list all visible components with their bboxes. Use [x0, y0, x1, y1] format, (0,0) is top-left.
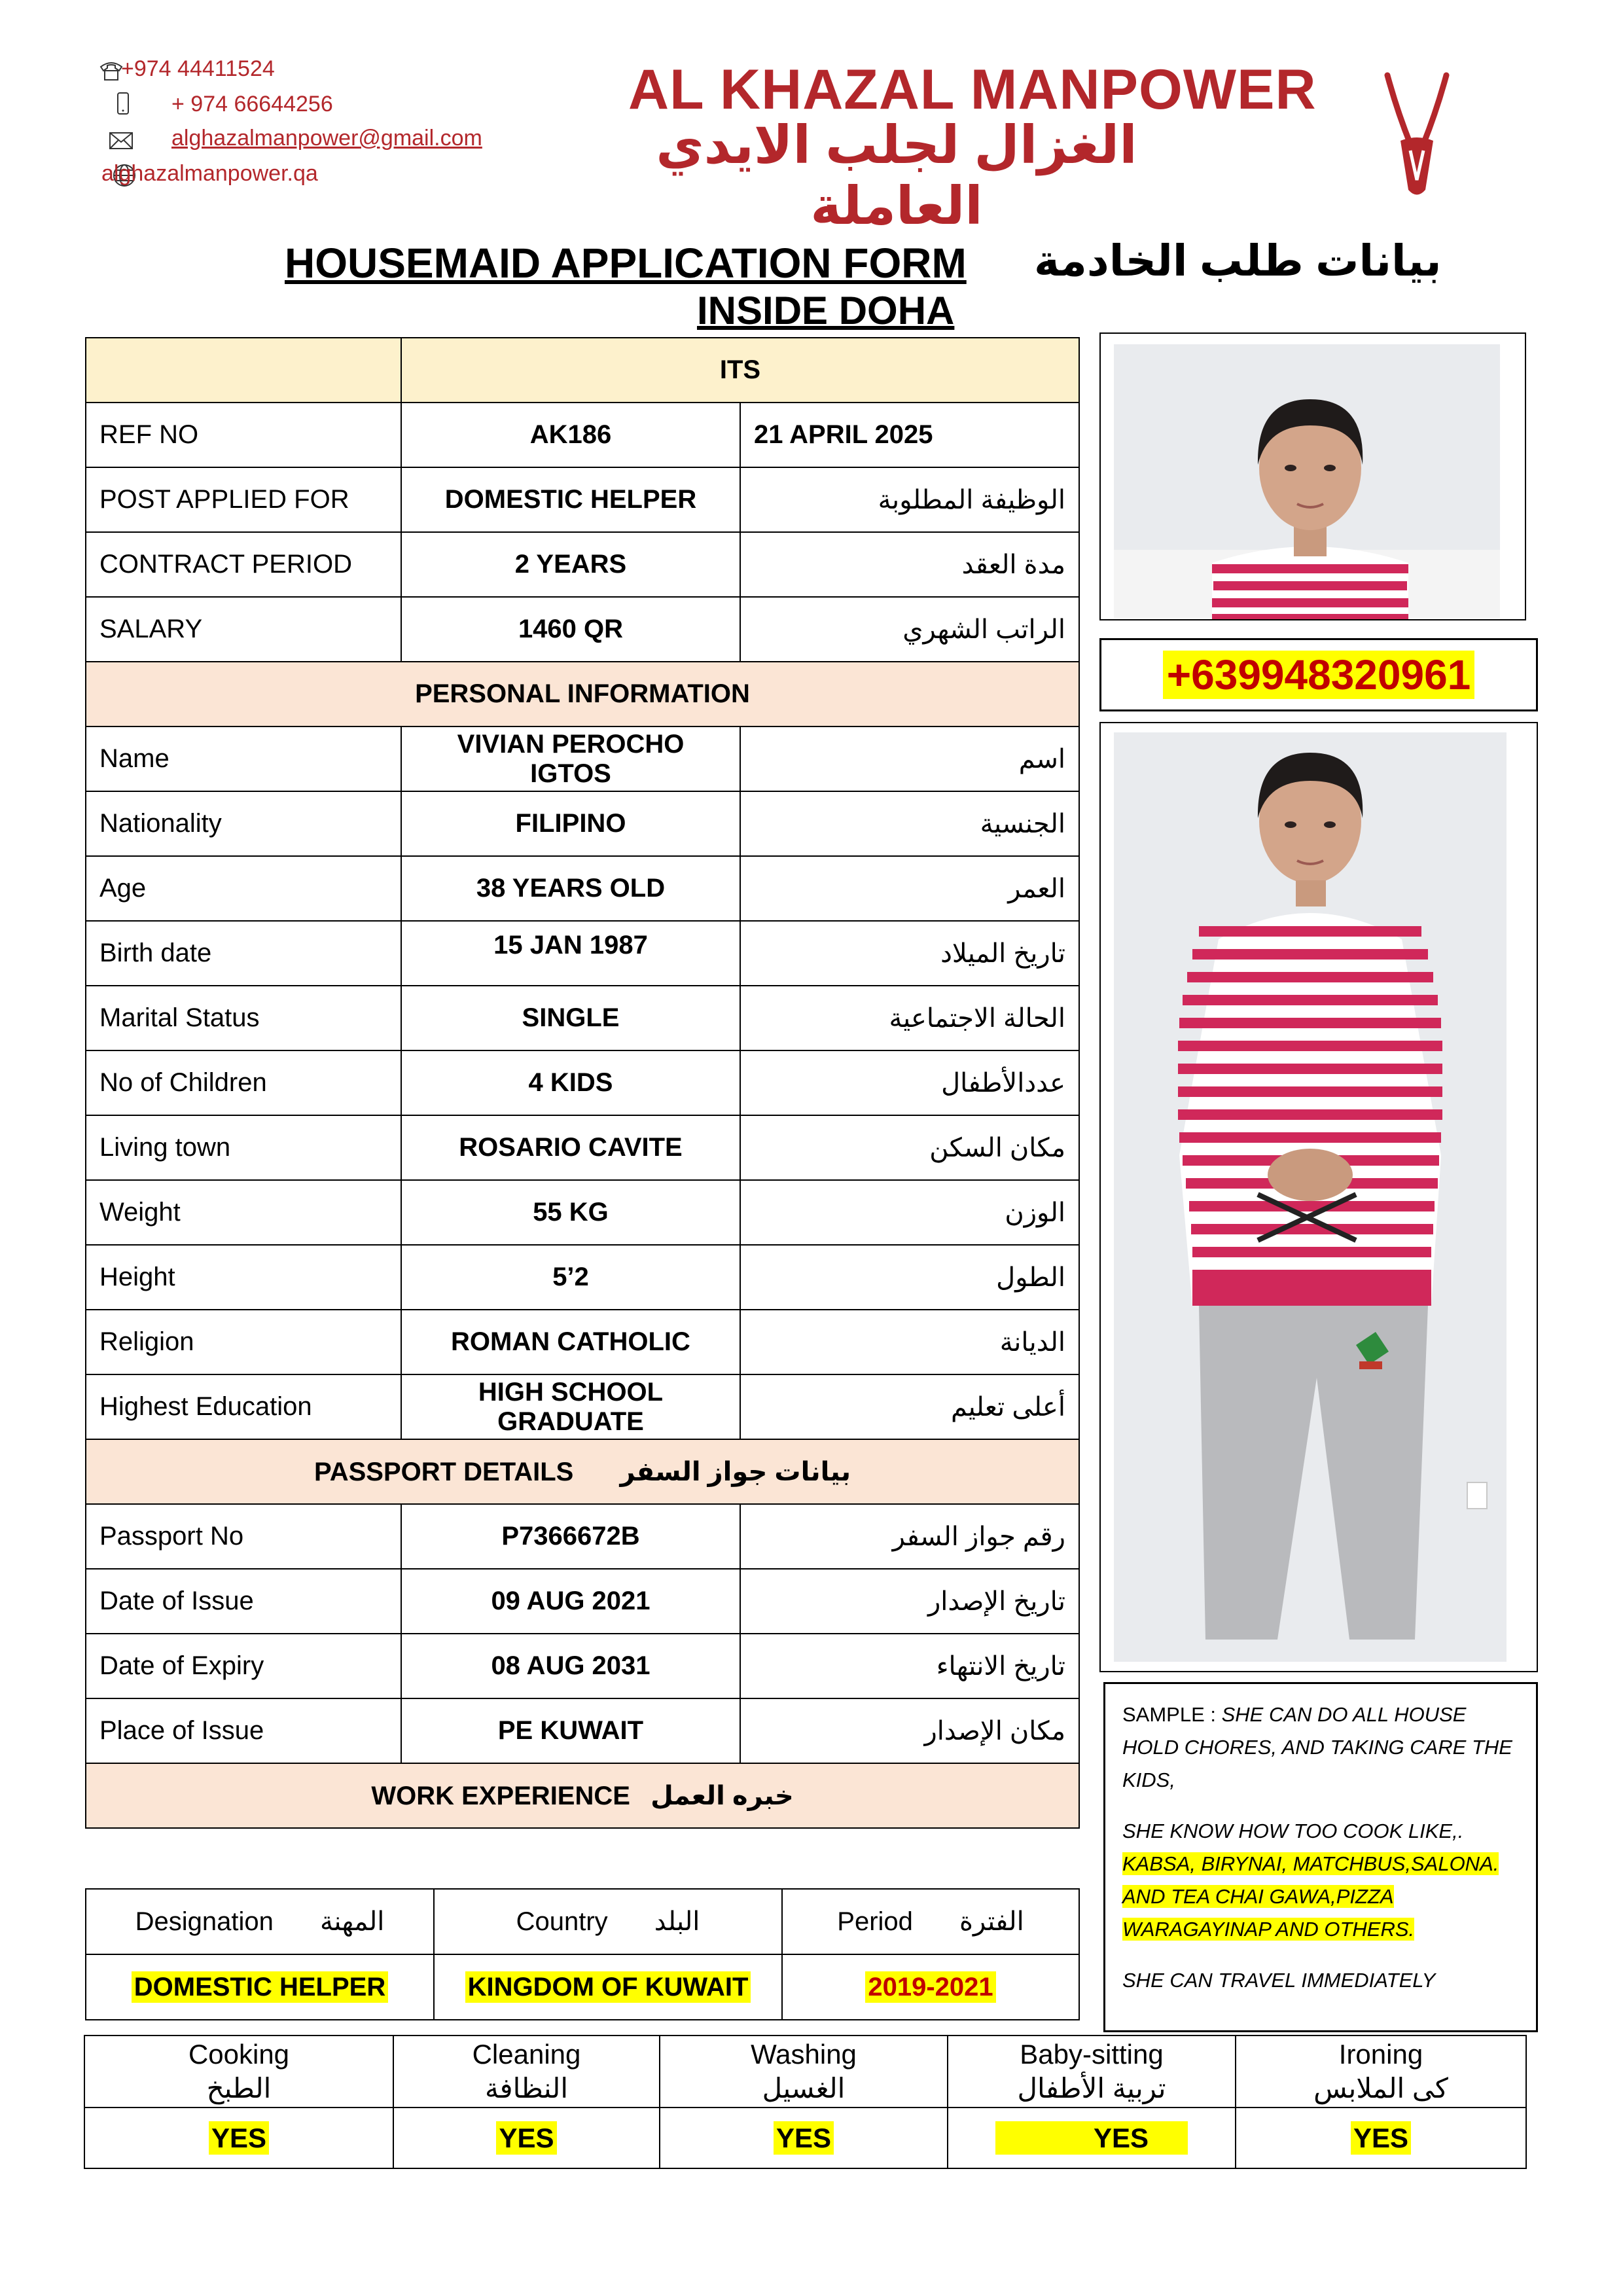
table-row — [86, 467, 1079, 532]
notes-line: SHE KNOW HOW TOO COOK LIKE,. — [1122, 1820, 1464, 1842]
notes-box — [1103, 1682, 1538, 2032]
email-icon — [108, 128, 134, 154]
phone-number-2: + 974 66644256 — [171, 92, 333, 117]
skill-value: YES — [1351, 2121, 1411, 2155]
portrait-photo-image — [1101, 334, 1525, 619]
table-row — [86, 1245, 1079, 1310]
skills-value-row — [84, 2108, 1526, 2168]
field-label-arabic: مكان الإصدار — [740, 1698, 1079, 1763]
field-label-arabic: مدة العقد — [740, 532, 1079, 597]
column-header: Country — [516, 1907, 608, 1936]
table-row — [86, 986, 1079, 1050]
section-title: PASSPORT DETAILS — [313, 1457, 574, 1486]
designation-value: DOMESTIC HELPER — [132, 1971, 388, 2003]
full-body-photo-image — [1101, 723, 1537, 1671]
field-value: 1460 QR — [401, 597, 740, 662]
field-label: Passport No — [86, 1504, 401, 1569]
field-label-arabic: مكان السكن — [740, 1115, 1079, 1180]
field-value: 38 YEARS OLD — [401, 856, 740, 921]
table-row — [86, 726, 1079, 791]
field-label-arabic: العمر — [740, 856, 1079, 921]
applicant-phone-box — [1099, 638, 1538, 711]
field-value: 4 KIDS — [401, 1050, 740, 1115]
field-value: ROMAN CATHOLIC — [401, 1310, 740, 1374]
application-table — [85, 337, 1080, 1829]
skill-name: Cooking — [188, 2039, 290, 2070]
column-header: Period — [837, 1907, 913, 1936]
telephone-icon — [98, 58, 124, 84]
field-label: Place of Issue — [86, 1698, 401, 1763]
field-value: 55 KG — [401, 1180, 740, 1245]
field-label: Marital Status — [86, 986, 401, 1050]
field-value: 5’2 — [401, 1245, 740, 1310]
gazelle-logo-icon — [1374, 72, 1459, 203]
section-title-arabic: خبره العمل — [651, 1781, 794, 1810]
table-row — [86, 856, 1079, 921]
table-row — [86, 1374, 1079, 1439]
skill-name: Cleaning — [472, 2039, 581, 2070]
skill-value: YES — [209, 2121, 269, 2155]
field-label: Nationality — [86, 791, 401, 856]
field-value: DOMESTIC HELPER — [401, 467, 740, 532]
field-label: Height — [86, 1245, 401, 1310]
skill-name: Washing — [751, 2039, 857, 2070]
table-row — [86, 532, 1079, 597]
mobile-phone-icon — [110, 90, 136, 117]
skill-value: YES — [774, 2121, 834, 2155]
field-value: PE KUWAIT — [401, 1698, 740, 1763]
column-header-arabic: الفترة — [959, 1907, 1024, 1936]
table-row — [86, 1634, 1079, 1698]
column-header-arabic: المهنة — [319, 1907, 385, 1936]
table-row — [86, 1115, 1079, 1180]
field-value: 15 JAN 1987 — [401, 921, 740, 986]
form-title-arabic: بيانات طلب الخادمة — [1034, 236, 1442, 285]
notes-prefix: SAMPLE : — [1122, 1703, 1222, 1726]
field-label-arabic: عددالأطفال — [740, 1050, 1079, 1115]
skill-name-arabic: الطبخ — [206, 2073, 272, 2104]
skills-table — [84, 2035, 1527, 2169]
column-header: Designation — [135, 1907, 274, 1936]
field-label: No of Children — [86, 1050, 401, 1115]
field-label: Highest Education — [86, 1374, 401, 1439]
website-link[interactable]: alghazalmanpower.qa — [101, 161, 318, 186]
skill-name-arabic: تربية الأطفال — [1017, 2073, 1166, 2104]
table-row — [86, 1310, 1079, 1374]
field-label-arabic: الطول — [740, 1245, 1079, 1310]
field-label: REF NO — [86, 403, 401, 467]
skill-name: Ironing — [1338, 2039, 1423, 2070]
ref-number: AK186 — [401, 403, 740, 467]
field-label: Religion — [86, 1310, 401, 1374]
field-value: VIVIAN PEROCHO IGTOS — [401, 726, 740, 791]
table-row — [86, 1050, 1079, 1115]
skill-name-arabic: كى الملابس — [1313, 2073, 1448, 2104]
table-row — [86, 1698, 1079, 1763]
notes-line: SHE CAN DO ALL HOUSE HOLD CHORES, AND TAKING CARE THE KIDS, — [1122, 1703, 1512, 1791]
form-title: HOUSEMAID APPLICATION FORM — [285, 240, 967, 287]
portrait-photo — [1099, 332, 1526, 620]
field-value: HIGH SCHOOL GRADUATE — [401, 1374, 740, 1439]
skills-header-row — [84, 2036, 1526, 2108]
field-label: CONTRACT PERIOD — [86, 532, 401, 597]
field-label: Date of Expiry — [86, 1634, 401, 1698]
skill-name-arabic: الغسيل — [762, 2073, 846, 2104]
skill-name: Baby-sitting — [1020, 2039, 1164, 2070]
section-header — [86, 1439, 1079, 1504]
field-label-arabic: الراتب الشهري — [740, 597, 1079, 662]
company-name-arabic: الغزال لجلب الايدي العاملة — [656, 116, 1137, 235]
applicant-phone-number: +639948320961 — [1163, 651, 1475, 699]
work-experience-table — [85, 1888, 1080, 2020]
column-header-arabic: البلد — [654, 1907, 700, 1936]
field-label: Date of Issue — [86, 1569, 401, 1634]
field-value: P7366672B — [401, 1504, 740, 1569]
field-label: Age — [86, 856, 401, 921]
country-value: KINGDOM OF KUWAIT — [465, 1971, 751, 2003]
field-value: ROSARIO CAVITE — [401, 1115, 740, 1180]
form-date: 21 APRIL 2025 — [740, 403, 1079, 467]
skill-value: YES — [496, 2121, 556, 2155]
agency-name: ITS — [401, 338, 1079, 403]
field-label-arabic: الجنسية — [740, 791, 1079, 856]
field-value: 08 AUG 2031 — [401, 1634, 740, 1698]
table-row — [86, 921, 1079, 986]
table-row — [86, 791, 1079, 856]
table-row — [86, 1180, 1079, 1245]
table-row — [86, 597, 1079, 662]
field-value: 2 YEARS — [401, 532, 740, 597]
section-title-arabic: بيانات جواز السفر — [620, 1457, 851, 1486]
agency-row — [86, 338, 1079, 403]
field-label-arabic: تاريخ الإصدار — [740, 1569, 1079, 1634]
field-label-arabic: اسم — [740, 726, 1079, 791]
field-label: SALARY — [86, 597, 401, 662]
email-link[interactable]: alghazalmanpower@gmail.com — [171, 126, 482, 151]
full-body-photo — [1099, 722, 1538, 1672]
phone-number-1: +974 44411524 — [121, 56, 275, 81]
field-label-arabic: رقم جواز السفر — [740, 1504, 1079, 1569]
period-value: 2019-2021 — [865, 1971, 995, 2003]
field-value: SINGLE — [401, 986, 740, 1050]
field-label-arabic: الحالة الاجتماعية — [740, 986, 1079, 1050]
field-label-arabic: أعلى تعليم — [740, 1374, 1079, 1439]
form-subtitle: INSIDE DOHA — [697, 289, 955, 332]
field-label-arabic: الديانة — [740, 1310, 1079, 1374]
notes-line: SHE CAN TRAVEL IMMEDIATELY — [1122, 1969, 1436, 1992]
field-label: Birth date — [86, 921, 401, 986]
section-header — [86, 662, 1079, 726]
field-value: 09 AUG 2021 — [401, 1569, 740, 1634]
section-header — [86, 1763, 1079, 1828]
notes-cooking-list: KABSA, BIRYNAI, MATCHBUS,SALONA. AND TEA CHAI GAWA,PIZZA WARAGAYINAP AND OTHERS. — [1122, 1852, 1499, 1941]
skill-name-arabic: النظافة — [485, 2073, 568, 2104]
field-label-arabic: الوظيفة المطلوبة — [740, 467, 1079, 532]
field-label-arabic: تاريخ الميلاد — [740, 921, 1079, 986]
table-row — [86, 1569, 1079, 1634]
field-label-arabic: تاريخ الانتهاء — [740, 1634, 1079, 1698]
table-row — [86, 1954, 1079, 2020]
field-label-arabic: الوزن — [740, 1180, 1079, 1245]
section-title: WORK EXPERIENCE — [371, 1781, 630, 1810]
field-label: Living town — [86, 1115, 401, 1180]
table-row — [86, 1504, 1079, 1569]
section-title: PERSONAL INFORMATION — [86, 662, 1079, 726]
skill-value: YES — [995, 2121, 1188, 2155]
field-label: Name — [86, 726, 401, 791]
field-label: POST APPLIED FOR — [86, 467, 401, 532]
field-value: FILIPINO — [401, 791, 740, 856]
table-header-row — [86, 1889, 1079, 1954]
field-label: Weight — [86, 1180, 401, 1245]
company-name-english: AL KHAZAL MANPOWER — [628, 58, 1317, 121]
ref-row — [86, 403, 1079, 467]
